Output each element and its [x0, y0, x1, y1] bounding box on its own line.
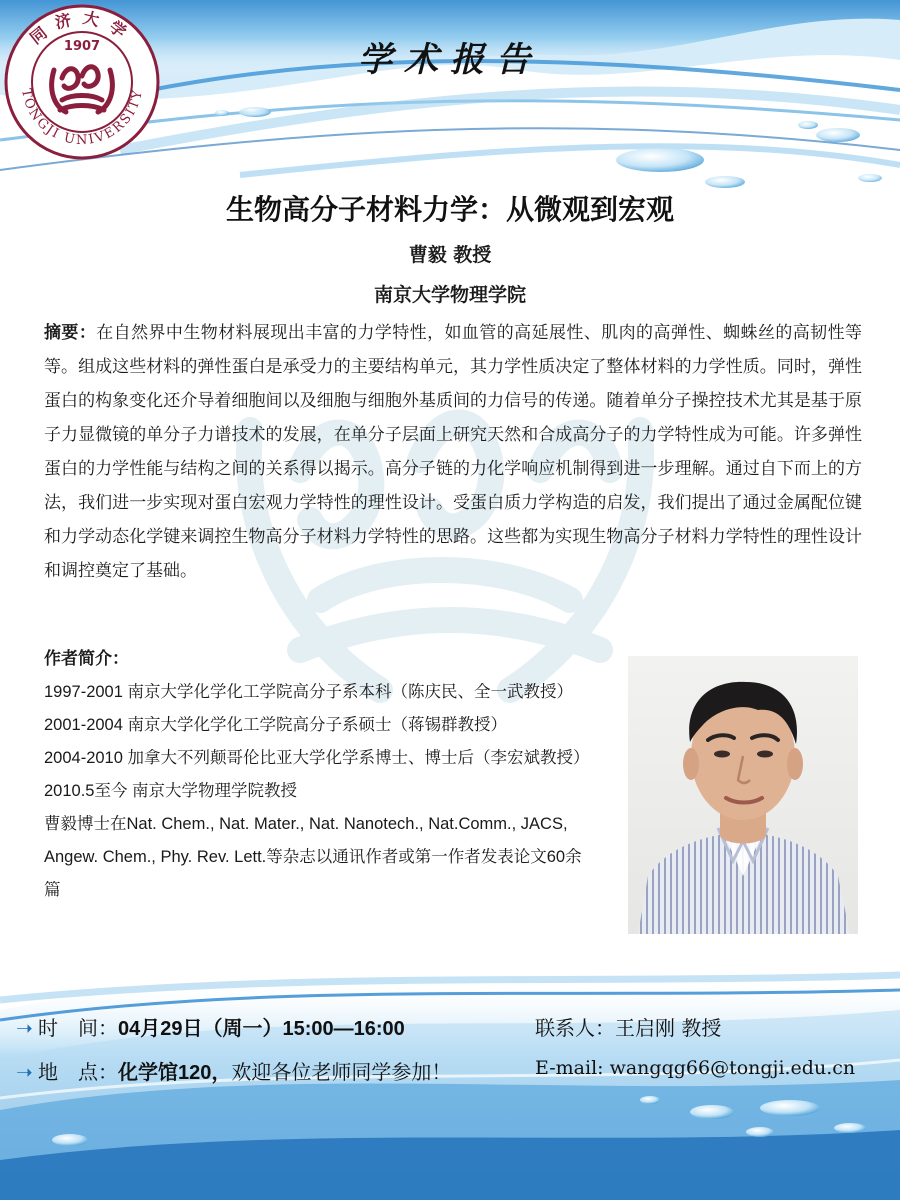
time-row	[16, 1012, 405, 1041]
arrow-right-icon: ➝	[16, 1016, 33, 1040]
bio-item: 1997-2001 南京大学化学化工学院高分子系本科（陈庆民、全一武教授）	[44, 683, 573, 701]
time-value: 04月29日（周一）15:00—16:00	[118, 1018, 405, 1040]
time-label: 时 间：	[38, 1016, 118, 1040]
abstract-text: 在自然界中生物材料展现出丰富的力学特性，如血管的高延展性、肌肉的高弹性、蜘蛛丝的高韧性等等。组成这些材料的弹性蛋白是承受力的主要结构单元，其力学性质决定了整体材料的力学性质。同时，弹性蛋白的构象变化还介导着细胞间以及细胞与细胞外基质间的力信号的传递。随着单分子操控技术尤其是基于原子力显微镜的单分子力谱技术的发展，在单分子层面上研究天然和合成高分子的力学特性成为可能。许多弹性蛋白的力学性能与结构之间的关系得以揭示。高分子链的力化学响应机制得到进一步理解。通过自下而上的方法，我们进一步实现对蛋白宏观力学特性的理性设计。受蛋白质力学构造的启发，我们提出了通过金属配位键和力学动态化学键来调控生物高分子材料力学特性的思路。这些都为实现生物高分子材料力学特性的理性设计和调控奠定了基础。	[44, 323, 863, 581]
bio-heading: 作者简介：	[44, 649, 129, 669]
header-title: 学术报告	[358, 40, 542, 80]
place-row	[16, 1056, 451, 1085]
svg-text:1907: 1907	[63, 39, 101, 54]
university-seal-logo	[2, 2, 162, 162]
speaker-name: 曹毅 教授	[408, 244, 492, 266]
contact-person: 联系人：王启刚 教授	[535, 1016, 722, 1040]
bio-item: 2004-2010 加拿大不列颠哥伦比亚大学化学系博士、博士后（李宏斌教授）	[44, 749, 590, 767]
abstract	[44, 316, 862, 588]
place-note: 欢迎各位老师同学参加！	[231, 1060, 452, 1084]
bio-list	[44, 676, 590, 907]
speaker-affiliation: 南京大学物理学院	[373, 284, 526, 306]
contact-email: E-mail: wangqg66@tongji.edu.cn	[535, 1057, 856, 1079]
talk-title: 生物高分子材料力学：从微观到宏观	[225, 193, 674, 226]
place-label: 地 点：	[38, 1060, 118, 1084]
bio-item: 曹毅博士在Nat. Chem., Nat. Mater., Nat. Nanotech., Nat.Comm., JACS, Angew. Chem., Phy. Rev. Lett.等杂志以通讯作者或第一作者发表论文60余篇	[44, 815, 582, 899]
abstract-label: 摘要：	[44, 323, 97, 343]
svg-text:同济大学: 同济大学	[26, 7, 138, 48]
svg-text:TONGJI UNIVERSITY: TONGJI UNIVERSITY	[18, 87, 146, 149]
bio-item: 2001-2004 南京大学化学化工学院高分子系硕士（蒋锡群教授）	[44, 716, 507, 734]
speaker-photo	[628, 656, 858, 934]
arrow-right-icon: ➝	[16, 1060, 33, 1084]
bio-item: 2010.5至今 南京大学物理学院教授	[44, 782, 298, 800]
place-value: 化学馆120，	[118, 1062, 232, 1084]
